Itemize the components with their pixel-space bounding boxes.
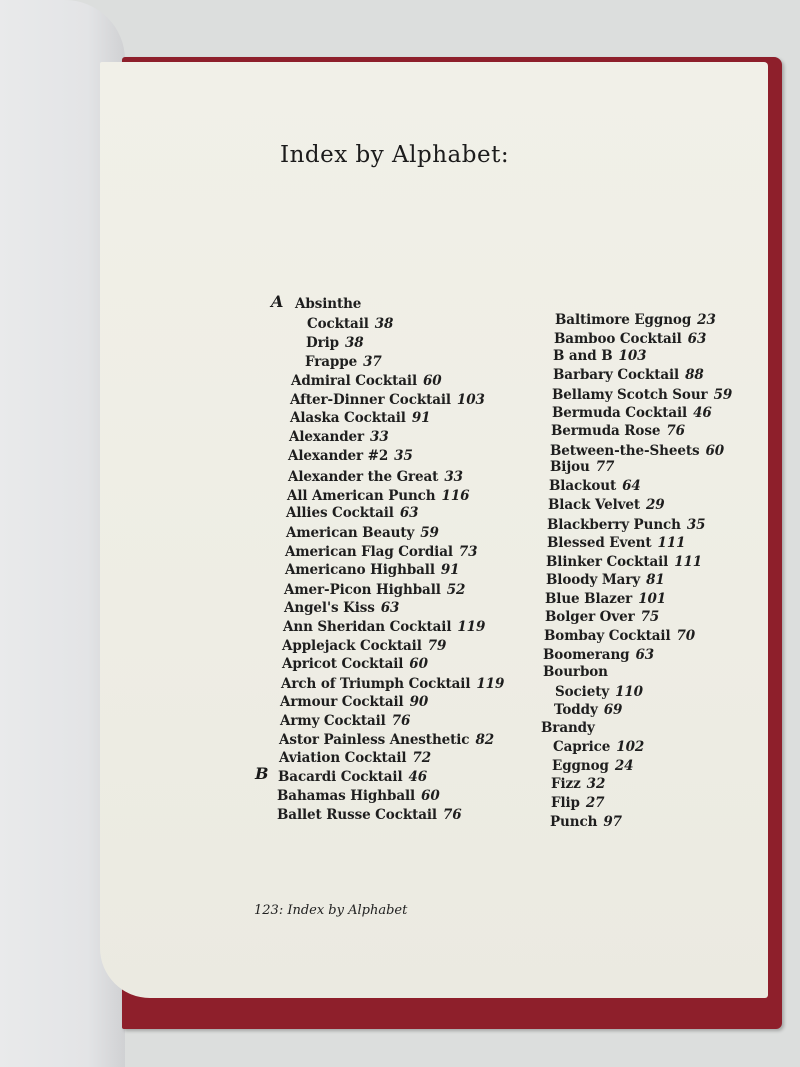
left-index-entry xyxy=(291,373,442,389)
entry-page-number: 72 xyxy=(412,750,431,766)
right-index-entry xyxy=(552,405,712,421)
left-index-entry xyxy=(295,296,361,312)
left-index-entry xyxy=(287,488,469,504)
entry-name: Black Velvet xyxy=(548,497,640,513)
right-index-entry xyxy=(551,795,604,811)
right-index-entry xyxy=(546,572,665,588)
left-index-entry xyxy=(284,600,399,616)
entry-name: Apricot Cocktail xyxy=(282,656,404,672)
entry-name: Cocktail xyxy=(307,316,369,332)
entry-page-number: 82 xyxy=(475,732,495,748)
right-index-entry xyxy=(551,423,685,439)
entry-name: Fizz xyxy=(551,776,581,792)
left-index-entry xyxy=(290,392,485,408)
entry-page-number: 119 xyxy=(476,676,505,692)
entry-page-number: 91 xyxy=(411,410,431,426)
left-index-entry xyxy=(284,582,465,598)
left-index-entry xyxy=(277,807,462,823)
entry-page-number: 63 xyxy=(635,647,655,663)
entry-page-number: 69 xyxy=(603,702,623,718)
entry-page-number: 23 xyxy=(697,312,716,328)
entry-page-number: 35 xyxy=(394,448,413,464)
entry-name: Alexander xyxy=(289,429,365,445)
entry-name: Alexander the Great xyxy=(288,469,439,485)
left-index-entry xyxy=(278,769,427,785)
entry-page-number: 76 xyxy=(666,423,685,439)
entry-name: Bermuda Cocktail xyxy=(552,405,688,421)
entry-name: Bermuda Rose xyxy=(551,423,661,439)
left-index-entry xyxy=(290,410,430,426)
entry-name: Bellamy Scotch Sour xyxy=(552,387,708,403)
entry-page-number: 33 xyxy=(444,469,463,485)
entry-name: Bourbon xyxy=(543,664,608,680)
entry-page-number: 37 xyxy=(363,354,382,370)
left-index-entry xyxy=(305,354,382,370)
left-index-entry xyxy=(285,562,459,578)
entry-page-number: 63 xyxy=(380,600,400,616)
entry-page-number: 90 xyxy=(409,694,429,710)
entry-name: Admiral Cocktail xyxy=(291,373,417,389)
entry-page-number: 29 xyxy=(645,497,665,513)
right-index-entry xyxy=(554,331,706,347)
entry-page-number: 101 xyxy=(638,591,667,607)
entry-page-number: 110 xyxy=(615,684,643,700)
entry-page-number: 79 xyxy=(427,638,447,654)
entry-name: Blackout xyxy=(549,478,617,494)
entry-name: Frappe xyxy=(305,354,358,370)
entry-page-number: 77 xyxy=(595,459,615,475)
entry-name: Ballet Russe Cocktail xyxy=(277,807,437,823)
right-index-entry xyxy=(553,739,644,755)
entry-name: Armour Cocktail xyxy=(280,694,404,710)
left-index-entry xyxy=(288,469,463,485)
entry-name: Drip xyxy=(306,335,339,351)
entry-page-number: 27 xyxy=(585,795,605,811)
entry-page-number: 91 xyxy=(440,562,460,578)
entry-name: Boomerang xyxy=(543,647,630,663)
entry-page-number: 38 xyxy=(345,335,364,351)
entry-page-number: 103 xyxy=(456,392,485,408)
left-index-entry xyxy=(279,750,431,766)
entry-name: Angel's Kiss xyxy=(284,600,375,616)
entry-page-number: 76 xyxy=(442,807,462,823)
entry-name: Applejack Cocktail xyxy=(282,638,422,654)
right-index-entry xyxy=(549,478,641,494)
entry-page-number: 38 xyxy=(374,316,394,332)
entry-name: Blue Blazer xyxy=(545,591,633,607)
entry-page-number: 63 xyxy=(399,505,419,521)
entry-name: Army Cocktail xyxy=(280,713,386,729)
entry-name: Between-the-Sheets xyxy=(550,443,700,459)
left-index-entry xyxy=(280,694,428,710)
entry-name: Bamboo Cocktail xyxy=(554,331,682,347)
entry-name: Bloody Mary xyxy=(546,572,641,588)
right-index-entry xyxy=(543,647,654,663)
left-index-entry xyxy=(282,638,446,654)
entry-name: Bolger Over xyxy=(545,609,635,625)
entry-name: Bijou xyxy=(550,459,590,475)
entry-name: American Beauty xyxy=(286,525,415,541)
entry-name: Astor Painless Anesthetic xyxy=(279,732,470,748)
right-index-entry xyxy=(546,554,702,570)
right-index-entry xyxy=(550,459,614,475)
entry-name: Barbary Cocktail xyxy=(553,367,680,383)
entry-name: Bahamas Highball xyxy=(277,788,416,804)
entry-page-number: 102 xyxy=(616,739,645,755)
entry-name: Eggnog xyxy=(552,758,609,774)
letter-b: B xyxy=(255,764,269,783)
entry-page-number: 70 xyxy=(676,628,696,644)
entry-page-number: 103 xyxy=(618,348,647,364)
entry-page-number: 24 xyxy=(614,758,634,774)
right-index-entry xyxy=(547,535,685,551)
left-index-entry xyxy=(307,316,393,332)
entry-name: Punch xyxy=(550,814,598,830)
entry-page-number: 46 xyxy=(693,405,712,421)
entry-page-number: 60 xyxy=(421,788,440,804)
left-index-entry xyxy=(277,788,440,804)
entry-page-number: 63 xyxy=(687,331,707,347)
entry-page-number: 81 xyxy=(646,572,665,588)
right-index-entry xyxy=(545,591,666,607)
entry-name: Brandy xyxy=(541,720,595,736)
left-index-entry xyxy=(289,429,389,445)
right-index-entry xyxy=(553,348,646,364)
entry-name: Bombay Cocktail xyxy=(544,628,671,644)
entry-page-number: 111 xyxy=(674,554,703,570)
entry-page-number: 60 xyxy=(422,373,442,389)
right-index-entry xyxy=(554,702,622,718)
entry-name: Blackberry Punch xyxy=(547,517,681,533)
entry-name: B and B xyxy=(553,348,613,364)
entry-page-number: 88 xyxy=(685,367,704,383)
right-index-entry xyxy=(552,387,732,403)
left-index-entry xyxy=(286,505,418,521)
left-index-entry xyxy=(281,676,504,692)
entry-name: After-Dinner Cocktail xyxy=(290,392,451,408)
left-index-entry xyxy=(286,525,439,541)
entry-name: Flip xyxy=(551,795,580,811)
entry-name: Ann Sheridan Cocktail xyxy=(283,619,452,635)
entry-name: Alexander #2 xyxy=(288,448,389,464)
entry-page-number: 35 xyxy=(686,517,706,533)
right-index-entry xyxy=(550,814,622,830)
right-index-entry xyxy=(552,758,633,774)
entry-name: Absinthe xyxy=(295,296,362,312)
entry-page-number: 111 xyxy=(657,535,686,551)
left-index-entry xyxy=(288,448,413,464)
entry-name: Allies Cocktail xyxy=(286,505,394,521)
right-index-entry xyxy=(551,776,605,792)
entry-name: Alaska Cocktail xyxy=(290,410,406,426)
entry-name: Society xyxy=(555,684,610,700)
entry-page-number: 33 xyxy=(370,429,389,445)
left-index-entry xyxy=(280,713,410,729)
right-index-entry xyxy=(541,720,595,736)
entry-page-number: 76 xyxy=(391,713,411,729)
entry-page-number: 59 xyxy=(713,387,733,403)
entry-name: All American Punch xyxy=(287,488,436,504)
entry-name: Toddy xyxy=(554,702,598,718)
entry-page-number: 60 xyxy=(705,443,725,459)
left-index-entry xyxy=(306,335,364,351)
right-index-entry xyxy=(545,609,659,625)
entry-name: Aviation Cocktail xyxy=(279,750,407,766)
page-footer: 123: Index by Alphabet xyxy=(254,903,408,918)
entry-page-number: 52 xyxy=(446,582,466,598)
left-index-entry xyxy=(279,732,494,748)
right-index-entry xyxy=(555,684,643,700)
entry-name: Baltimore Eggnog xyxy=(555,312,692,328)
entry-page-number: 59 xyxy=(420,525,439,541)
entry-page-number: 73 xyxy=(458,544,478,560)
entry-page-number: 119 xyxy=(457,619,486,635)
right-index-entry xyxy=(547,517,705,533)
entry-name: Caprice xyxy=(553,739,611,755)
entry-name: Bacardi Cocktail xyxy=(278,769,403,785)
entry-name: Amer-Picon Highball xyxy=(284,582,441,598)
entry-name: Blinker Cocktail xyxy=(546,554,669,570)
page-title: Index by Alphabet: xyxy=(280,142,510,168)
letter-a: A xyxy=(271,292,284,311)
entry-page-number: 75 xyxy=(640,609,660,625)
entry-name: Americano Highball xyxy=(285,562,435,578)
entry-name: Arch of Triumph Cocktail xyxy=(281,676,471,692)
right-index-entry xyxy=(544,628,695,644)
right-index-entry xyxy=(550,443,724,459)
left-index-entry xyxy=(282,656,428,672)
entry-page-number: 97 xyxy=(603,814,622,830)
entry-page-number: 64 xyxy=(622,478,641,494)
left-index-entry xyxy=(285,544,477,560)
entry-page-number: 60 xyxy=(409,656,428,672)
left-index-entry xyxy=(283,619,485,635)
entry-name: American Flag Cordial xyxy=(285,544,453,560)
right-index-entry xyxy=(548,497,665,513)
right-index-entry xyxy=(555,312,716,328)
right-index-entry xyxy=(553,367,704,383)
entry-page-number: 116 xyxy=(441,488,470,504)
entry-page-number: 32 xyxy=(586,776,606,792)
entry-page-number: 46 xyxy=(408,769,428,785)
entry-name: Blessed Event xyxy=(547,535,652,551)
right-index-entry xyxy=(543,664,608,680)
